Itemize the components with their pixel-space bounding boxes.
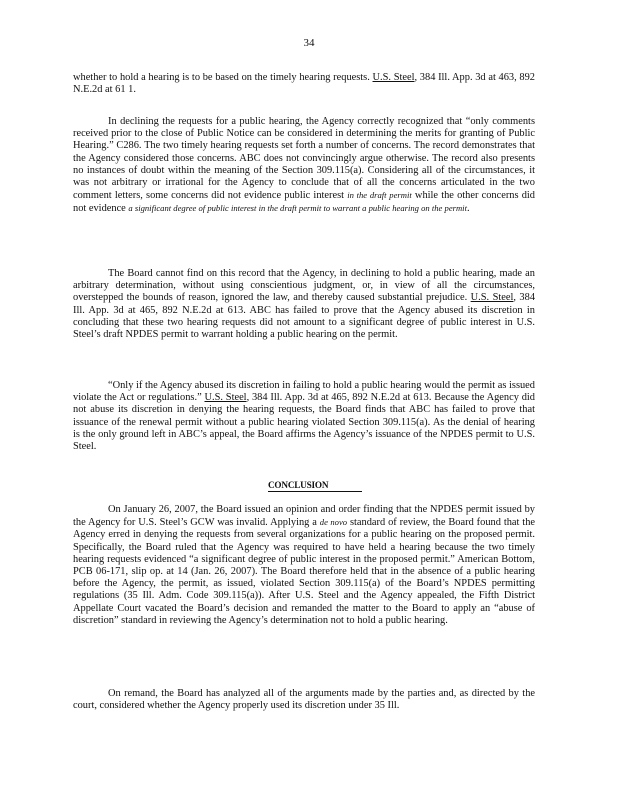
italic-text: a significant degree of public interest in the draft permit to warrant a public hearing on the permit [128,203,467,214]
italic-text: in the draft permit [347,190,412,201]
text-run: , 384 Ill. App. 3d at 465, 892 N.E.2d at 613. Because the Agency did not abuse its discretion in denying the hearing requests, the Board finds that ABC has failed to prove that issuance of the renewal permit without a public hearing violated Section 309.115(a). As the denial of hearing is the only ground left in ABC’s appeal, the Board affirms the Agency’s issuance of the NPDES permit to U.S. Steel. [73,392,535,453]
paragraph-board-cannot-find [73,268,535,341]
text-run: “Only if the Agency abused its discretion in failing to hold a public hearing would the permit as issued violate the Act or regulations.” [73,380,535,404]
text-run: On remand, the Board has analyzed all of the arguments made by the parties and, as directed by the court, considered whether the Agency properly used its discretion under 35 Ill. [73,688,535,712]
paragraph-agency-declining-requests [73,116,535,216]
text-run: The Board cannot find on this record that the Agency, in declining to hold a public hearing, made an arbitrary determination, without using conscientious judgment, or, in view of all the circumstances, overstepped the bounds of reason, ignored the law, and thereby caused substantial prejudice. [73,268,535,304]
text-run: . [466,203,470,215]
text-run: whether to hold a hearing is to be based on the timely hearing requests. [73,72,373,83]
text-run: standard of review, the Board found that the Agency erred in denying the requests from several organizations for a public hearing on the proposed permit. Specifically, the Board ruled that the Agency was required to have held a hearing because the two timely hearing requests evidenced “a significant degree of public interest in the proposed permit.” American Bottom, PCB 06-171, slip op. at 14 (Jan. 26, 2007). The Board therefore held that in the absence of a public hearing before the Agency, the permit, as issued, violated Section 309.115(a) of the Board’s NPDES permitting regulations (35 Ill. Adm. Code 309.115(a)). After U.S. Steel and the Agency appealed, the Fifth District Appellate Court vacated the Board’s decision and remanded the matter to the Board to apply an “abuse of discretion” standard in reviewing the Agency’s determination not to hold a public hearing. [73,517,536,626]
case-citation: U.S. Steel [204,392,247,404]
paragraph-on-remand [73,688,535,712]
text-run: , 384 Ill. App. 3d at 465, 892 N.E.2d at 613. ABC has failed to prove that the Agency abused its discretion in concluding that these two hearing requests did not amount to a significant degree of public interest in U.S. Steel’s draft NPDES permit to warrant holding a public hearing on the permit. [73,292,536,341]
case-citation: U.S. Steel [470,292,514,304]
section-heading-conclusion: CONCLUSION [268,479,362,492]
paragraph-hearing-requests-basis [73,72,535,96]
text-run: while the other concerns did not evidence [73,190,536,215]
case-citation: U.S. Steel [372,72,415,83]
paragraph-only-if-abused-discretion [73,380,535,453]
page-number: 34 [303,37,315,49]
italic-text: de novo [319,517,348,528]
paragraph-conclusion-history [73,504,535,627]
text-run: In declining the requests for a public hearing, the Agency correctly recognized that “only comments received prior to the close of Public Notice can be considered in determining the merits for granting of Public Hearing.” C286. The two timely hearing requests set forth a number of concerns. The record demonstrates that the Agency considered those concerns. ABC does not convincingly argue otherwise. The record also presents no instances of doubt within the meaning of the Section 309.115(a). Considering all of the circumstances, it was not arbitrary or irrational for the Agency to conclude that of all the concerns articulated in the two comment letters, some concerns did not evidence public interest [73,116,535,202]
text-run: , 384 Ill. App. 3d at 463, 892 N.E.2d at 61 1. [73,72,536,96]
text-run: On January 26, 2007, the Board issued an opinion and order finding that the NPDES permit issued by the Agency for U.S. Steel’s GCW was invalid. Applying a [73,504,535,529]
